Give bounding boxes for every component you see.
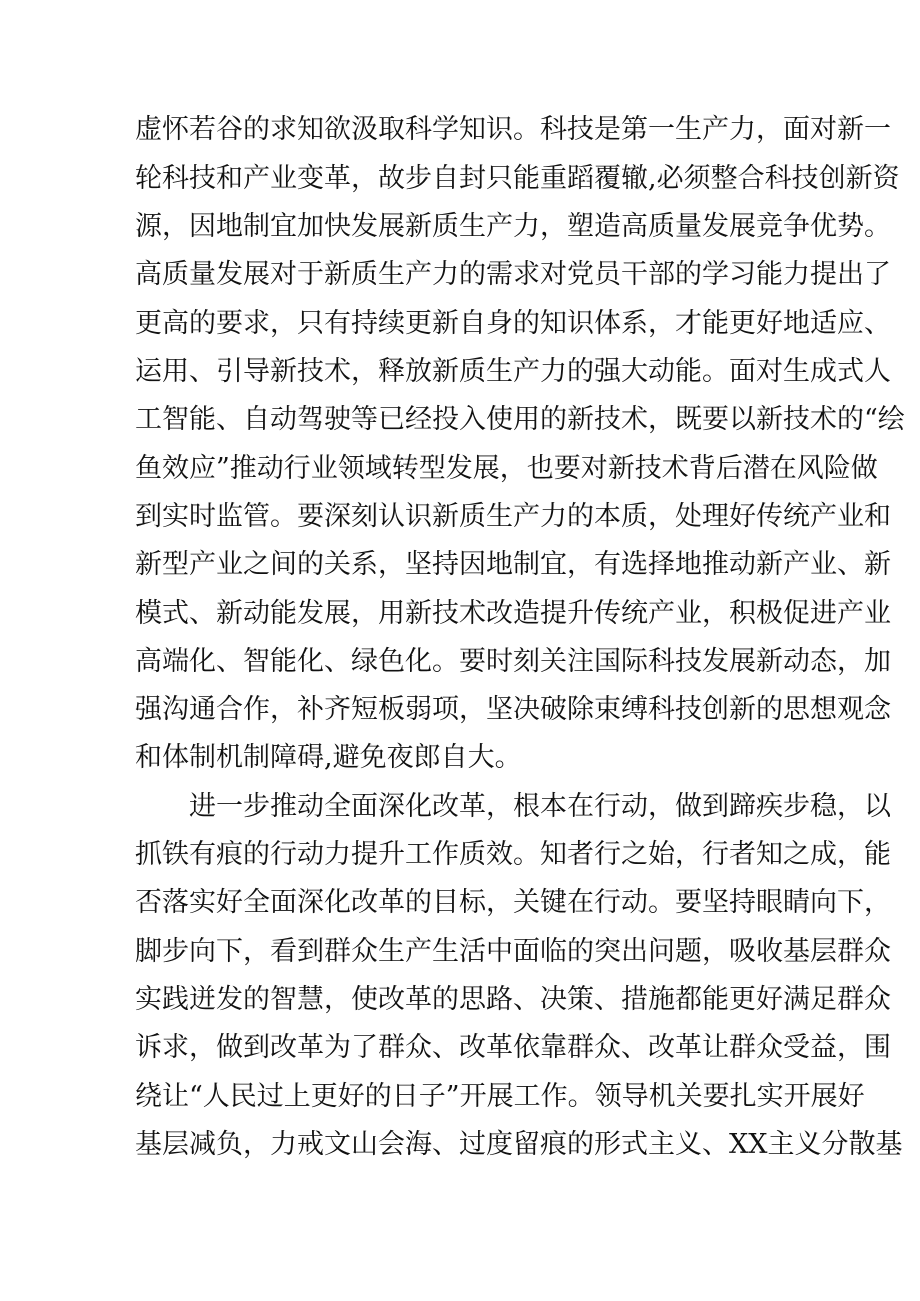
line-text: 高质量发展对于新质生产力的需求对党员干部的学习能力提出了	[135, 259, 891, 290]
line-text: 更高的要求，只有持续更新自身的知识体系，才能更好地适应、	[135, 308, 891, 339]
text-line	[0, 925, 920, 978]
text-line	[0, 587, 920, 640]
text-line	[0, 248, 920, 301]
line-text: 脚步向下，看到群众生产生活中面临的突出问题，吸收基层群众	[135, 936, 891, 967]
text-line	[0, 393, 920, 446]
text-line	[0, 442, 920, 495]
line-text: 抓铁有痕的行动力提升工作质效。知者行之始，行者知之成，能	[135, 839, 891, 870]
text-line	[0, 297, 920, 350]
line-text: 诉求，做到改革为了群众、改革依靠群众、改革让群众受益，围	[135, 1032, 891, 1063]
text-line	[0, 1021, 920, 1074]
line-text: 高端化、智能化、绿色化。要时刻关注国际科技发展新动态，加	[135, 646, 891, 677]
line-text: 实践迸发的智慧，使改革的思路、决策、措施都能更好满足群众	[135, 984, 891, 1015]
line-text: 和体制机制障碍,避免夜郎自大。	[135, 742, 522, 773]
text-line	[0, 490, 920, 543]
text-line	[0, 731, 920, 784]
text-line	[0, 876, 920, 929]
text-line	[0, 152, 920, 205]
line-text: 轮科技和产业变革，故步自封只能重蹈覆辙,必须整合科技创新资	[135, 163, 900, 194]
line-text: 源，因地制宜加快发展新质生产力，塑造高质量发展竞争优势。	[135, 211, 891, 242]
text-line	[0, 828, 920, 881]
text-line	[0, 683, 920, 736]
line-text: 强沟通合作，补齐短板弱项，坚决破除束缚科技创新的思想观念	[135, 694, 891, 725]
text-line	[0, 635, 920, 688]
line-text: 新型产业之间的关系，坚持因地制宜，有选择地推动新产业、新	[135, 549, 891, 580]
line-text: 否落实好全面深化改革的目标，关键在行动。要坚持眼睛向下，	[135, 887, 891, 918]
line-text: 到实时监管。要深刻认识新质生产力的本质，处理好传统产业和	[135, 501, 891, 532]
line-text: 绕让“人民过上更好的日子”开展工作。领导机关要扎实开展好	[135, 1081, 865, 1112]
line-text: 基层减负，力戒文山会海、过度留痕的形式主义、XX主义分散基	[135, 1129, 903, 1160]
text-line	[0, 103, 920, 156]
line-text: 进一步推动全面深化改革，根本在行动，做到蹄疾步稳，以	[189, 791, 891, 822]
line-text: 虚怀若谷的求知欲汲取科学知识。科技是第一生产力，面对新一	[135, 114, 891, 145]
line-text: 鱼效应”推动行业领域转型发展，也要对新技术背后潜在风险做	[135, 453, 878, 484]
text-line	[0, 1070, 920, 1123]
text-line	[0, 780, 920, 833]
text-line	[0, 345, 920, 398]
text-line	[0, 538, 920, 591]
line-text: 模式、新动能发展，用新技术改造提升传统产业，积极促进产业	[135, 598, 891, 629]
text-line	[0, 973, 920, 1026]
line-text: 运用、引导新技术，释放新质生产力的强大动能。面对生成式人	[135, 356, 891, 387]
text-line	[0, 200, 920, 253]
line-text: 工智能、自动驾驶等已经投入使用的新技术，既要以新技术的“绘	[135, 404, 905, 435]
text-line	[0, 1118, 920, 1171]
